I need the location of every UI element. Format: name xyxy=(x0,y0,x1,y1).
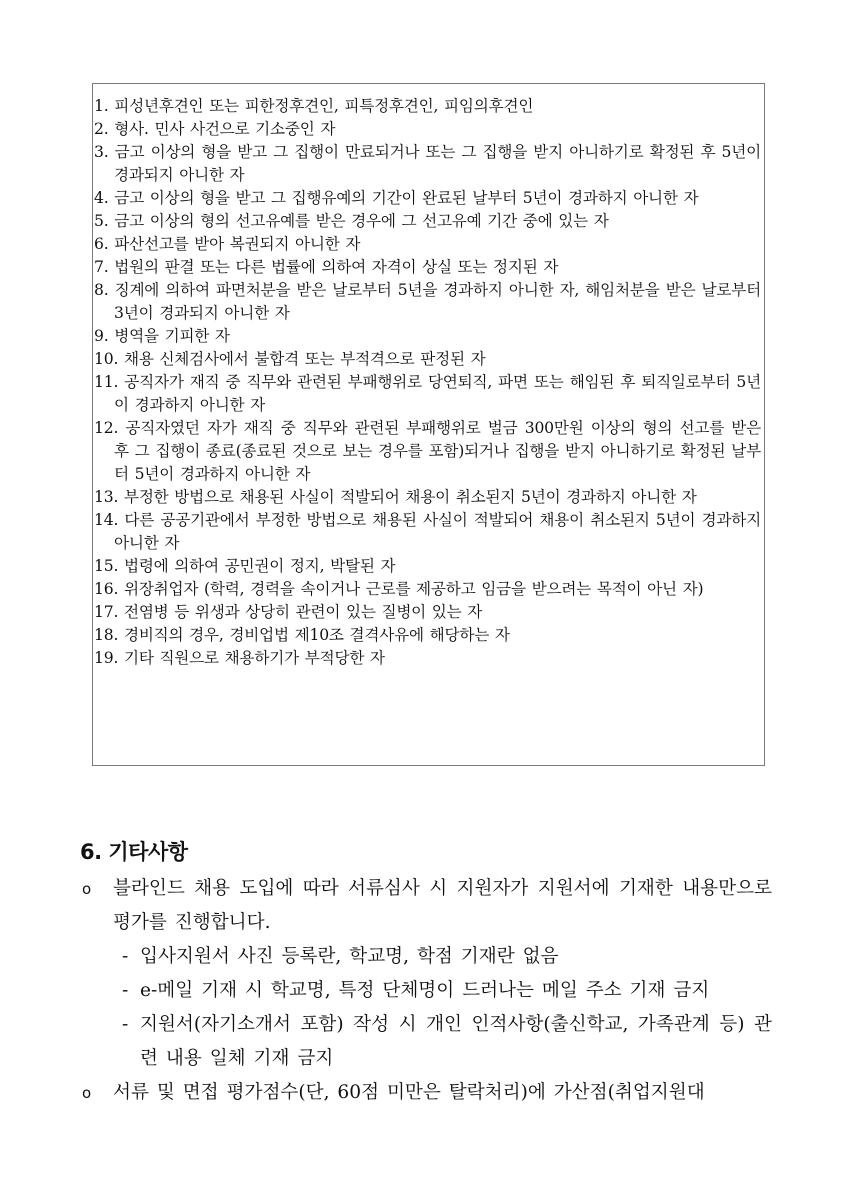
disqualification-list xyxy=(94,95,761,670)
list-item: 8. 징계에 의하여 파면처분을 받은 날로부터 5년을 경과하지 아니한 자, 해임처분을 받은 날로부터 3년이 경과되지 아니한 자 xyxy=(94,281,761,322)
list-item: 12. 공직자였던 자가 재직 중 직무와 관련된 부패행위로 벌금 300만원 이상의 형의 선고를 받은 후 그 집행이 종료(종료된 것으로 보는 경우를 포함)되거나 집행을 받지 아니하기로 확정된 날부터 5년이 경과하지 아니한 자 xyxy=(94,419,761,483)
list-item: 10. 채용 신체검사에서 불합격 또는 부적격으로 판정된 자 xyxy=(94,350,486,368)
bullet-paragraph xyxy=(82,1076,772,1110)
bullet-paragraph xyxy=(82,872,772,940)
sub-list-item xyxy=(82,940,772,974)
bullet-icon: o xyxy=(82,1084,92,1102)
sub-item-text: e-메일 기재 시 학교명, 특정 단체명이 드러나는 메일 주소 기재 금지 xyxy=(140,980,710,1001)
list-item: 5. 금고 이상의 형의 선고유예를 받은 경우에 그 선고유예 기간 중에 있는 자 xyxy=(94,212,609,230)
list-item: 13. 부정한 방법으로 채용된 사실이 적발되어 채용이 취소된지 5년이 경과하지 아니한 자 xyxy=(94,488,697,506)
list-item: 17. 전염병 등 위생과 상당히 관련이 있는 질병이 있는 자 xyxy=(94,603,483,621)
section-heading: 6. 기타사항 xyxy=(80,840,188,864)
list-item: 3. 금고 이상의 형을 받고 그 집행이 만료되거나 또는 그 집행을 받지 아니하기로 확정된 후 5년이 경과되지 아니한 자 xyxy=(94,143,761,184)
bullet-icon: o xyxy=(82,880,92,898)
list-item: 9. 병역을 기피한 자 xyxy=(94,327,230,345)
dash-icon: - xyxy=(122,980,129,1001)
list-item: 11. 공직자가 재직 중 직무와 관련된 부패행위로 당연퇴직, 파면 또는 해임된 후 퇴직일로부터 5년이 경과하지 아니한 자 xyxy=(94,373,761,414)
list-item: 2. 형사. 민사 사건으로 기소중인 자 xyxy=(94,120,336,138)
list-item: 7. 법원의 판결 또는 다른 법률에 의하여 자격이 상실 또는 정지된 자 xyxy=(94,258,559,276)
list-item: 19. 기타 직원으로 채용하기가 부적당한 자 xyxy=(94,649,385,667)
sub-list-item xyxy=(82,974,772,1008)
list-item: 1. 피성년후견인 또는 피한정후견인, 피특정후견인, 피임의후견인 xyxy=(94,97,534,115)
sub-item-text: 입사지원서 사진 등록란, 학교명, 학점 기재란 없음 xyxy=(140,946,559,967)
list-item: 6. 파산선고를 받아 복권되지 아니한 자 xyxy=(94,235,361,253)
bullet-text: 서류 및 면접 평가점수(단, 60점 미만은 탈락처리)에 가산점(취업지원대 xyxy=(113,1082,705,1103)
dash-icon: - xyxy=(122,1014,129,1035)
list-item: 14. 다른 공공기관에서 부정한 방법으로 채용된 사실이 적발되어 채용이 취소된지 5년이 경과하지 아니한 자 xyxy=(94,511,761,552)
section-body xyxy=(82,872,772,1110)
list-item: 4. 금고 이상의 형을 받고 그 집행유예의 기간이 완료된 날부터 5년이 경과하지 아니한 자 xyxy=(94,189,699,207)
list-item: 18. 경비직의 경우, 경비업법 제10조 결격사유에 해당하는 자 xyxy=(94,626,510,644)
sub-item-text: 지원서(자기소개서 포함) 작성 시 개인 인적사항(출신학교, 가족관계 등) 관련 내용 일체 기재 금지 xyxy=(140,1014,772,1069)
list-item: 15. 법령에 의하여 공민권이 정지, 박탈된 자 xyxy=(94,557,396,575)
sub-list-item xyxy=(82,1008,772,1076)
disqualification-box xyxy=(92,83,765,766)
list-item: 16. 위장취업자 (학력, 경력을 속이거나 근로를 제공하고 임금을 받으려는 목적이 아닌 자) xyxy=(94,580,704,598)
dash-icon: - xyxy=(122,946,129,967)
bullet-text: 블라인드 채용 도입에 따라 서류심사 시 지원자가 지원서에 기재한 내용만으로 평가를 진행합니다. xyxy=(113,878,772,933)
